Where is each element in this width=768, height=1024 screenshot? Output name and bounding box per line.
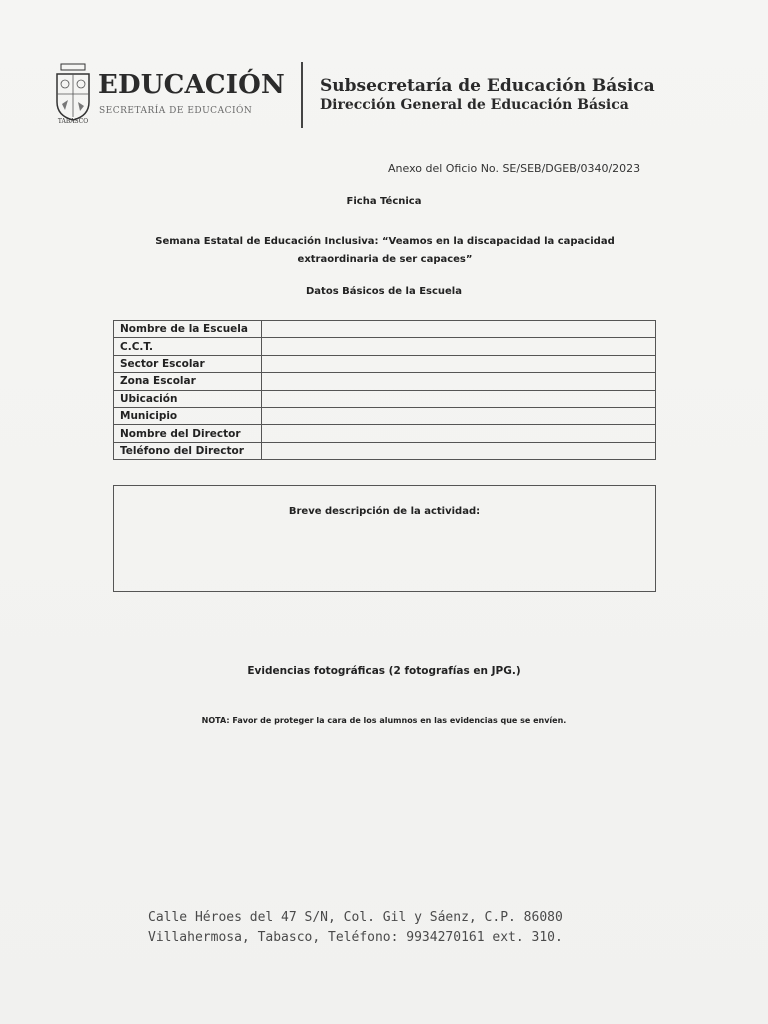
field-label: C.C.T. [114, 338, 262, 355]
activity-description-label: Breve descripción de la actividad: [288, 506, 481, 517]
subsecretaria-title: Subsecretaría de Educación Básica [320, 76, 655, 96]
table-row [114, 321, 656, 338]
event-title: Semana Estatal de Educación Inclusiva: “Veamos en la discapacidad la capacidad extraordinaria de ser capaces” [155, 236, 615, 265]
brand-subtitle: SECRETARÍA DE EDUCACIÓN [99, 106, 253, 116]
section-title: Datos Básicos de la Escuela [306, 286, 462, 297]
field-value[interactable] [262, 338, 656, 355]
field-value[interactable] [262, 390, 656, 407]
field-value[interactable] [262, 442, 656, 459]
field-value[interactable] [262, 407, 656, 424]
brand-title: EDUCACIÓN [98, 70, 285, 100]
activity-description-box[interactable] [113, 485, 656, 592]
table-row [114, 338, 656, 355]
field-value[interactable] [262, 321, 656, 338]
ficha-title: Ficha Técnica [346, 196, 422, 207]
anexo-reference: Anexo del Oficio No. SE/SEB/DGEB/0340/2023 [388, 162, 641, 175]
field-label: Ubicación [114, 390, 262, 407]
school-data-table [113, 320, 656, 460]
address-line-2: Villahermosa, Tabasco, Teléfono: 9934270161 ext. 310. [148, 930, 563, 945]
field-label: Nombre de la Escuela [114, 321, 262, 338]
field-label: Zona Escolar [114, 373, 262, 390]
field-label: Municipio [114, 407, 262, 424]
field-value[interactable] [262, 425, 656, 442]
crest-caption: TABASCO [57, 118, 89, 125]
state-crest-logo [52, 62, 94, 124]
table-row [114, 442, 656, 459]
header-divider [301, 62, 303, 128]
field-value[interactable] [262, 355, 656, 372]
field-value[interactable] [262, 373, 656, 390]
field-label: Nombre del Director [114, 425, 262, 442]
direccion-title: Dirección General de Educación Básica [320, 97, 629, 113]
table-row [114, 390, 656, 407]
field-label: Teléfono del Director [114, 442, 262, 459]
privacy-note: NOTA: Favor de proteger la cara de los alumnos en las evidencias que se envíen. [201, 716, 567, 725]
table-row [114, 355, 656, 372]
field-label: Sector Escolar [114, 355, 262, 372]
table-row [114, 373, 656, 390]
table-row [114, 407, 656, 424]
footer-address [148, 908, 563, 948]
address-line-1: Calle Héroes del 47 S/N, Col. Gil y Sáenz, C.P. 86080 [148, 910, 563, 925]
photo-evidence-heading: Evidencias fotográficas (2 fotografías en JPG.) [247, 665, 521, 677]
table-row [114, 425, 656, 442]
